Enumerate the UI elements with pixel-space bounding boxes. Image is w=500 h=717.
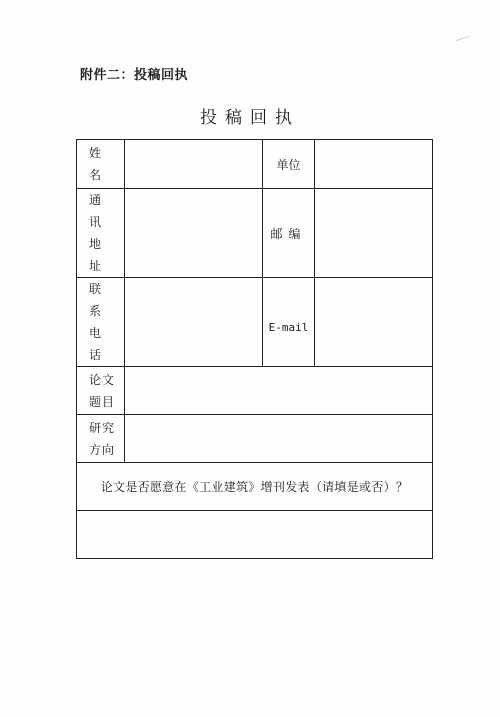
paper-title-label-line1: 论文 (89, 372, 116, 387)
phone-label-line1: 联 系 (89, 282, 110, 318)
name-field[interactable] (125, 140, 263, 189)
document-title: 投稿回执 (200, 108, 300, 128)
unit-label: 单位 (263, 140, 315, 189)
address-label-cell (77, 189, 125, 278)
email-label: E-mail (263, 278, 315, 367)
research-label-line2: 方向 (89, 442, 116, 457)
form-row-phone (77, 278, 433, 367)
research-direction-field[interactable] (125, 415, 433, 463)
phone-label-line2: 电 话 (89, 326, 110, 362)
email-field[interactable] (315, 278, 433, 367)
form-row-research-direction (77, 415, 433, 463)
attachment-label: 附件二：投稿回执 (80, 68, 189, 83)
form-row-paper-title (77, 367, 433, 415)
form-row-publication-answer (77, 511, 433, 559)
research-label-line1: 研究 (89, 420, 116, 435)
research-label-cell (77, 415, 125, 463)
scan-mark (456, 36, 471, 45)
unit-field[interactable] (315, 140, 433, 189)
postcode-label: 邮编 (263, 189, 315, 278)
name-label: 姓名 (89, 146, 110, 182)
paper-title-label-line2: 题目 (89, 394, 116, 409)
publication-question: 论文是否愿意在《工业建筑》增刊发表（请填是或否）？ (77, 463, 433, 511)
address-label-line2: 地 址 (89, 237, 110, 273)
form-row-name (77, 140, 433, 189)
submission-receipt-form (76, 139, 433, 559)
phone-label-cell (77, 278, 125, 367)
phone-field[interactable] (125, 278, 263, 367)
publication-answer-field[interactable] (77, 511, 433, 559)
postcode-field[interactable] (315, 189, 433, 278)
form-row-publication-question (77, 463, 433, 511)
name-label-cell (77, 140, 125, 189)
address-field[interactable] (125, 189, 263, 278)
paper-title-field[interactable] (125, 367, 433, 415)
address-label-line1: 通 讯 (89, 193, 110, 229)
form-row-address (77, 189, 433, 278)
paper-title-label-cell (77, 367, 125, 415)
